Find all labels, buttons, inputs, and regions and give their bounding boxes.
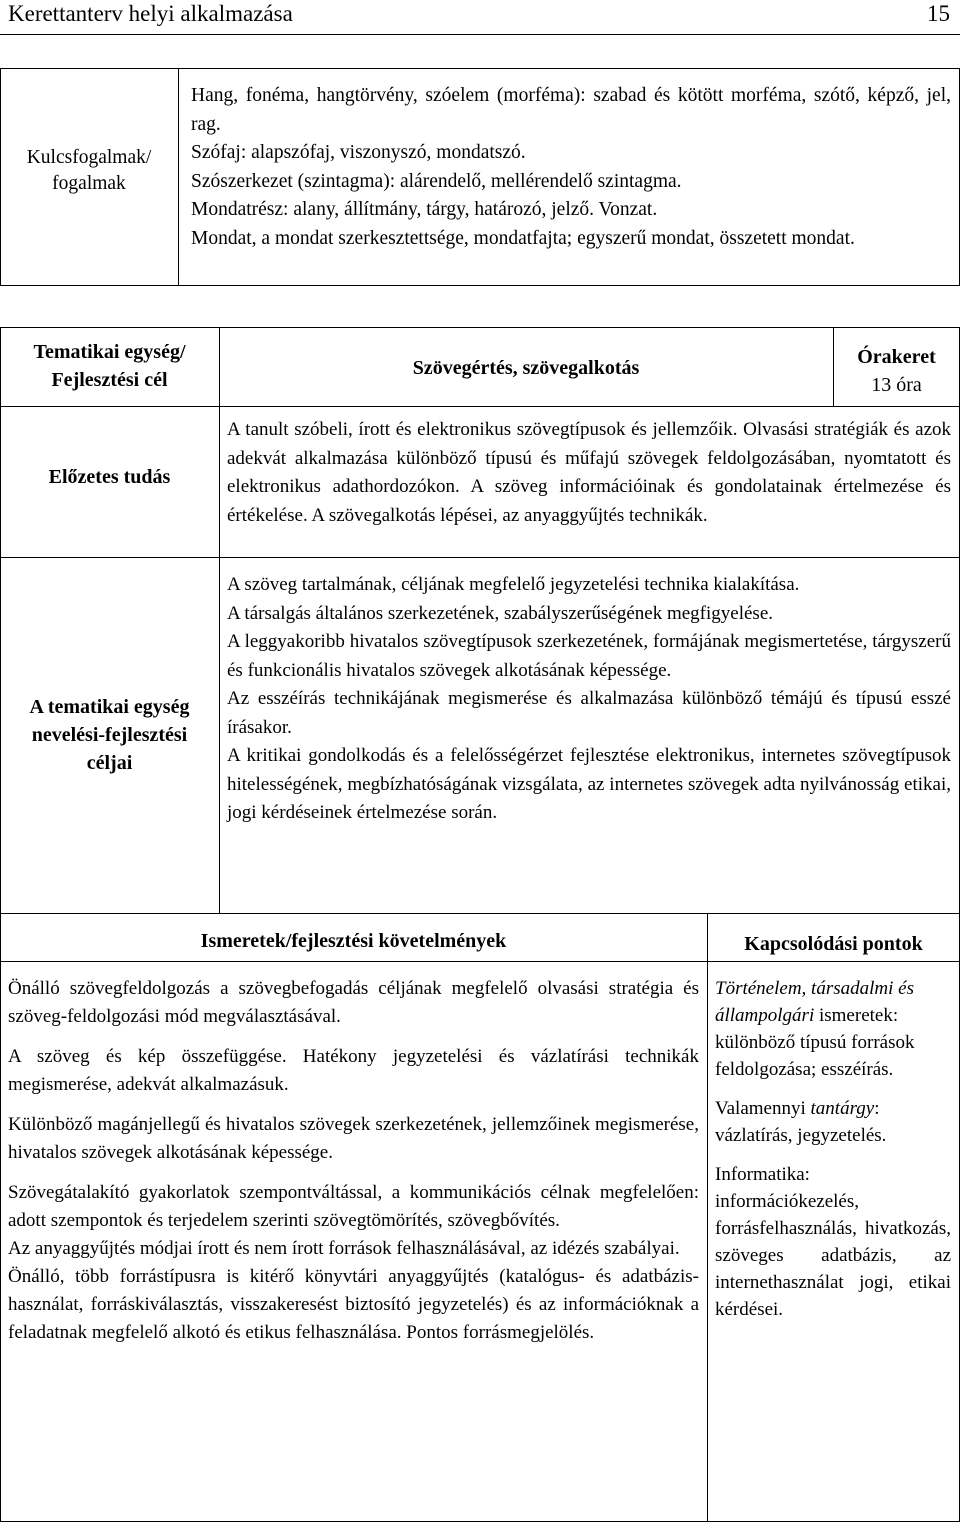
celjai-content (227, 571, 951, 828)
header-rule (0, 34, 960, 35)
ismeretek-paragraph: Önálló szövegfeldolgozás a szövegbefogadás céljának megfelelő olvasási stratégia és szöveg-feldolgozási mód megválasztásával. (8, 978, 699, 1027)
kapcsolodasi-divider (707, 913, 708, 1522)
orakeret-value: 13 óra (871, 374, 922, 396)
left-column-divider (219, 327, 220, 913)
kapcsolodasi-text-valamennyi: Valamennyi (715, 1098, 806, 1119)
celjai-label-line-1: A tematikai egység (29, 696, 190, 718)
celjai-label-line-3: céljai (86, 752, 133, 774)
row-divider-2 (0, 557, 960, 558)
kapcsolodasi-item-valamennyi (715, 1095, 951, 1149)
tematikai-label (0, 338, 219, 394)
kapcsolodasi-text-tortenelem: ismeretek: különböző típusú források feldolgozása; esszéírás. (715, 1005, 915, 1080)
celjai-line: A szöveg tartalmának, céljának megfelelő jegyzetelési technika kialakítása. (227, 574, 800, 595)
kulcsfogalmak-label-line-1: Kulcsfogalmak/ (26, 147, 152, 168)
kapcsolodasi-text-vazlatiras: : vázlatírás, jegyzetelés. (715, 1098, 887, 1146)
kapcsolodasi-item-tortenelem (715, 975, 951, 1083)
kapcsolodasi-heading: Kapcsolódási pontok (744, 933, 923, 955)
kulcsfogalmak-line: Szófaj: alapszófaj, viszonyszó, mondatszó. (191, 142, 526, 163)
kapcsolodasi-subject-tortenelem: Történelem, társadalmi és állampolgári (715, 978, 914, 1026)
kulcsfogalmak-content (191, 82, 951, 253)
ismeretek-heading: Ismeretek/fejlesztési követelmények (200, 930, 507, 952)
row-divider-4 (0, 961, 960, 962)
kulcsfogalmak-line: Szószerkezet (szintagma): alárendelő, mellérendelő szintagma. (191, 170, 682, 192)
kulcsfogalmak-divider (178, 68, 179, 286)
celjai-line: A társalgás általános szerkezetének, szabályszerűségének megfigyelése. (227, 602, 773, 624)
ismeretek-paragraph: Az anyaggyűjtés módjai írott és nem írott források felhasználásával, az idézés szabályai. (8, 1238, 680, 1259)
celjai-line: A leggyakoribb hivatalos szövegtípusok szerkezetének, formájának megismertetése, tárgyszerű és funkcionális hivatalos szövegek alkotásának képessége. (227, 631, 951, 681)
ismeretek-paragraph: Önálló, több forrástípusra is kitérő könyvtári anyaggyűjtés (katalógus- és adatbázis-használat, forráskiválasztás, visszakeresést biztosító jegyzetelés) és az információknak a feladatnak megfelelő alkotó és etikus felhasználása. Pontos forrásmegjelölés. (8, 1266, 699, 1343)
orakeret-label: Órakeret (857, 346, 936, 368)
kulcsfogalmak-label (0, 145, 178, 197)
kulcsfogalmak-line: Mondatrész: alany, állítmány, tárgy, határozó, jelző. Vonzat. (191, 199, 658, 220)
page-number: 15 (927, 1, 950, 26)
celjai-label (0, 693, 219, 777)
ismeretek-paragraph: Szövegátalakító gyakorlatok szempontváltással, a kommunikációs célnak megfelelően: adott szempontok és terjedelem szerinti szövegtömörítés, szövegbővítés. (8, 1182, 699, 1231)
ismeretek-paragraph: A szöveg és kép összefüggése. Hatékony jegyzetelési és vázlatírási technikák megismerése, adekvát alkalmazásuk. (8, 1046, 699, 1095)
kapcsolodasi-item-informatika: Informatika: információkezelés, forrásfelhasználás, hivatkozás, szöveges adatbázis, az internethasználat jogi, etikai kérdései. (715, 1164, 951, 1320)
page-header (0, 0, 960, 36)
celjai-line: Az esszéírás technikájának megismerése és alkalmazása különböző témájú és típusú esszé írásakor. (227, 688, 951, 738)
kapcsolodasi-subject-tantargy: tantárgy (810, 1098, 875, 1119)
ismeretek-content (8, 975, 699, 1347)
celjai-line: A kritikai gondolkodás és a felelősségérzet fejlesztése elektronikus, internetes szövegtípusok hitelességének, megbízhatóságának vizsgálata, az internetes szövegek adta nyilvánosság etikai, jogi kérdéseinek értelmezése során. (227, 745, 951, 823)
document-title: Kerettanterv helyi alkalmazása (8, 1, 293, 26)
celjai-label-line-2: nevelési-fejlesztési (31, 724, 188, 746)
tematikai-label-line-1: Tematikai egység/ (33, 341, 186, 363)
row-divider-3 (0, 913, 960, 914)
ismeretek-paragraph: Különböző magánjellegű és hivatalos szövegek szerkezetének, jellemzőinek megismerése, hivatalos szövegek alkotásának képessége. (8, 1114, 699, 1163)
elozetes-content: A tanult szóbeli, írott és elektronikus szövegtípusok és jellemzőik. Olvasási stratégiák és azok adekvát alkalmazása különböző típusú és műfajú szövegek feldolgozásában, nyomtatott és elektronikus adathordozókon. A szöveg információinak és gondolatainak értelmezése és értékelése. A szövegalkotás lépései, az anyaggyűjtés technikák. (227, 419, 951, 526)
tematikai-title: Szövegértés, szövegalkotás (412, 357, 640, 379)
tematikai-label-line-2: Fejlesztési cél (51, 369, 168, 391)
elozetes-label: Előzetes tudás (48, 466, 171, 488)
row-divider-1 (0, 406, 960, 407)
kapcsolodasi-content (715, 975, 951, 1335)
orakeret-box (833, 343, 960, 399)
kulcsfogalmak-line: Mondat, a mondat szerkesztettsége, mondatfajta; egyszerű mondat, összetett mondat. (191, 227, 855, 249)
kulcsfogalmak-label-line-2: fogalmak (52, 173, 126, 194)
kulcsfogalmak-line: Hang, fonéma, hangtörvény, szóelem (morféma): szabad és kötött morféma, szótő, képző, jel, rag. (191, 85, 951, 135)
